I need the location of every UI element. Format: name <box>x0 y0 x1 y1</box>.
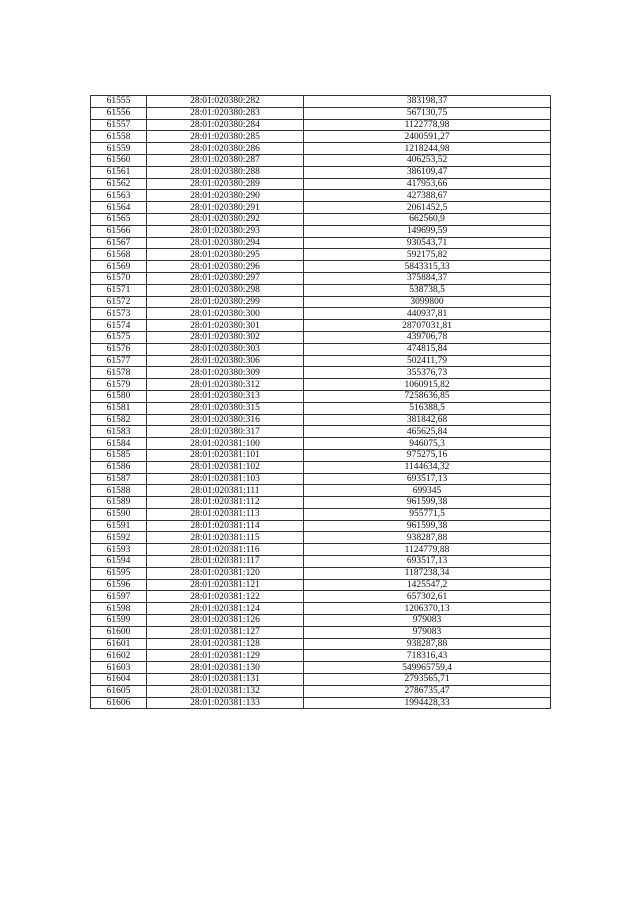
table-row <box>91 438 551 450</box>
cadastral-number-cell: 28:01:020380:282 <box>147 96 304 108</box>
cadastral-number-cell: 28:01:020381:127 <box>147 626 304 638</box>
table-row <box>91 320 551 332</box>
cadastral-value-cell: 1144634,32 <box>304 461 551 473</box>
cadastral-value-cell: 386109,47 <box>304 166 551 178</box>
table-row <box>91 485 551 497</box>
cadastral-number-cell: 28:01:020381:121 <box>147 579 304 591</box>
cadastral-number-cell: 28:01:020380:317 <box>147 426 304 438</box>
cadastral-number-cell: 28:01:020381:114 <box>147 520 304 532</box>
row-number-cell: 61589 <box>91 497 147 509</box>
cadastral-number-cell: 28:01:020381:131 <box>147 674 304 686</box>
cadastral-number-cell: 28:01:020380:291 <box>147 202 304 214</box>
table-row <box>91 461 551 473</box>
cadastral-number-cell: 28:01:020381:102 <box>147 461 304 473</box>
cadastral-value-cell: 474815,84 <box>304 343 551 355</box>
cadastral-value-cell: 417953,66 <box>304 178 551 190</box>
cadastral-number-cell: 28:01:020380:283 <box>147 107 304 119</box>
row-number-cell: 61600 <box>91 626 147 638</box>
cadastral-number-cell: 28:01:020381:122 <box>147 591 304 603</box>
cadastral-number-cell: 28:01:020381:130 <box>147 662 304 674</box>
table-row <box>91 497 551 509</box>
cadastral-number-cell: 28:01:020380:288 <box>147 166 304 178</box>
cadastral-number-cell: 28:01:020380:284 <box>147 119 304 131</box>
table-row <box>91 272 551 284</box>
row-number-cell: 61568 <box>91 249 147 261</box>
table-row <box>91 520 551 532</box>
table-row <box>91 343 551 355</box>
row-number-cell: 61569 <box>91 261 147 273</box>
row-number-cell: 61558 <box>91 131 147 143</box>
cadastral-value-cell: 383198,37 <box>304 96 551 108</box>
row-number-cell: 61567 <box>91 237 147 249</box>
row-number-cell: 61571 <box>91 284 147 296</box>
row-number-cell: 61562 <box>91 178 147 190</box>
cadastral-number-cell: 28:01:020380:302 <box>147 331 304 343</box>
table-row <box>91 96 551 108</box>
cadastral-number-cell: 28:01:020380:295 <box>147 249 304 261</box>
cadastral-value-cell: 961599,38 <box>304 520 551 532</box>
cadastral-number-cell: 28:01:020381:133 <box>147 697 304 709</box>
row-number-cell: 61555 <box>91 96 147 108</box>
cadastral-number-cell: 28:01:020380:293 <box>147 225 304 237</box>
cadastral-number-cell: 28:01:020380:287 <box>147 154 304 166</box>
cadastral-number-cell: 28:01:020380:315 <box>147 402 304 414</box>
cadastral-value-cell: 979083 <box>304 626 551 638</box>
row-number-cell: 61594 <box>91 556 147 568</box>
cadastral-value-cell: 975275,16 <box>304 449 551 461</box>
row-number-cell: 61559 <box>91 143 147 155</box>
cadastral-value-cell: 592175,82 <box>304 249 551 261</box>
table-row <box>91 414 551 426</box>
row-number-cell: 61601 <box>91 638 147 650</box>
cadastral-number-cell: 28:01:020380:306 <box>147 355 304 367</box>
table-row <box>91 626 551 638</box>
table-row <box>91 131 551 143</box>
cadastral-value-cell: 955771,5 <box>304 508 551 520</box>
cadastral-number-cell: 28:01:020380:285 <box>147 131 304 143</box>
cadastral-value-cell: 465625,84 <box>304 426 551 438</box>
cadastral-number-cell: 28:01:020380:309 <box>147 367 304 379</box>
cadastral-value-cell: 439706,78 <box>304 331 551 343</box>
cadastral-value-cell: 662560,9 <box>304 213 551 225</box>
cadastral-value-cell: 699345 <box>304 485 551 497</box>
table-row <box>91 107 551 119</box>
cadastral-value-cell: 28707031,81 <box>304 320 551 332</box>
cadastral-value-cell: 2786735,47 <box>304 685 551 697</box>
cadastral-value-cell: 427388,67 <box>304 190 551 202</box>
row-number-cell: 61603 <box>91 662 147 674</box>
row-number-cell: 61580 <box>91 390 147 402</box>
cadastral-value-cell: 149699,59 <box>304 225 551 237</box>
cadastral-number-cell: 28:01:020381:126 <box>147 615 304 627</box>
cadastral-number-cell: 28:01:020380:312 <box>147 379 304 391</box>
row-number-cell: 61595 <box>91 567 147 579</box>
cadastral-value-cell: 961599,38 <box>304 497 551 509</box>
row-number-cell: 61585 <box>91 449 147 461</box>
row-number-cell: 61564 <box>91 202 147 214</box>
cadastral-value-table <box>90 95 551 709</box>
row-number-cell: 61572 <box>91 296 147 308</box>
row-number-cell: 61584 <box>91 438 147 450</box>
cadastral-value-cell: 567130,75 <box>304 107 551 119</box>
row-number-cell: 61598 <box>91 603 147 615</box>
table-row <box>91 166 551 178</box>
row-number-cell: 61591 <box>91 520 147 532</box>
cadastral-value-cell: 440937,81 <box>304 308 551 320</box>
table-row <box>91 674 551 686</box>
row-number-cell: 61586 <box>91 461 147 473</box>
table-row <box>91 603 551 615</box>
cadastral-number-cell: 28:01:020380:303 <box>147 343 304 355</box>
cadastral-number-cell: 28:01:020380:297 <box>147 272 304 284</box>
row-number-cell: 61581 <box>91 402 147 414</box>
cadastral-value-cell: 549965759,4 <box>304 662 551 674</box>
cadastral-number-cell: 28:01:020380:292 <box>147 213 304 225</box>
cadastral-value-cell: 1994428,33 <box>304 697 551 709</box>
table-row <box>91 249 551 261</box>
table-row <box>91 591 551 603</box>
table-row <box>91 261 551 273</box>
cadastral-value-cell: 693517,13 <box>304 473 551 485</box>
cadastral-value-cell: 979083 <box>304 615 551 627</box>
cadastral-number-cell: 28:01:020380:316 <box>147 414 304 426</box>
table-row <box>91 579 551 591</box>
cadastral-number-cell: 28:01:020380:300 <box>147 308 304 320</box>
row-number-cell: 61582 <box>91 414 147 426</box>
row-number-cell: 61565 <box>91 213 147 225</box>
table-row <box>91 473 551 485</box>
cadastral-number-cell: 28:01:020381:132 <box>147 685 304 697</box>
table-row <box>91 331 551 343</box>
table-row <box>91 213 551 225</box>
row-number-cell: 61597 <box>91 591 147 603</box>
cadastral-value-cell: 355376,73 <box>304 367 551 379</box>
table-row <box>91 544 551 556</box>
table-row <box>91 508 551 520</box>
table-row <box>91 615 551 627</box>
table-row <box>91 119 551 131</box>
cadastral-value-cell: 1206370,13 <box>304 603 551 615</box>
row-number-cell: 61588 <box>91 485 147 497</box>
table-row <box>91 556 551 568</box>
row-number-cell: 61570 <box>91 272 147 284</box>
row-number-cell: 61563 <box>91 190 147 202</box>
cadastral-value-cell: 516388,5 <box>304 402 551 414</box>
cadastral-number-cell: 28:01:020381:116 <box>147 544 304 556</box>
cadastral-value-cell: 375884,37 <box>304 272 551 284</box>
cadastral-value-cell: 2793565,71 <box>304 674 551 686</box>
cadastral-value-cell: 938287,88 <box>304 532 551 544</box>
cadastral-number-cell: 28:01:020381:113 <box>147 508 304 520</box>
table-row <box>91 355 551 367</box>
cadastral-value-cell: 693517,13 <box>304 556 551 568</box>
table-row <box>91 638 551 650</box>
row-number-cell: 61557 <box>91 119 147 131</box>
cadastral-value-cell: 538738,5 <box>304 284 551 296</box>
cadastral-number-cell: 28:01:020380:313 <box>147 390 304 402</box>
row-number-cell: 61596 <box>91 579 147 591</box>
cadastral-value-cell: 1218244,98 <box>304 143 551 155</box>
row-number-cell: 61606 <box>91 697 147 709</box>
cadastral-value-cell: 2400591,27 <box>304 131 551 143</box>
cadastral-value-cell: 2061452,5 <box>304 202 551 214</box>
table-row <box>91 567 551 579</box>
cadastral-value-cell: 1187238,34 <box>304 567 551 579</box>
cadastral-number-cell: 28:01:020380:290 <box>147 190 304 202</box>
table-row <box>91 449 551 461</box>
cadastral-number-cell: 28:01:020380:299 <box>147 296 304 308</box>
table-row <box>91 367 551 379</box>
row-number-cell: 61578 <box>91 367 147 379</box>
cadastral-value-cell: 1122778,98 <box>304 119 551 131</box>
cadastral-value-cell: 1425547,2 <box>304 579 551 591</box>
table-row <box>91 532 551 544</box>
table-row <box>91 662 551 674</box>
cadastral-number-cell: 28:01:020380:286 <box>147 143 304 155</box>
row-number-cell: 61566 <box>91 225 147 237</box>
row-number-cell: 61602 <box>91 650 147 662</box>
cadastral-value-cell: 3099800 <box>304 296 551 308</box>
cadastral-value-cell: 938287,88 <box>304 638 551 650</box>
row-number-cell: 61575 <box>91 331 147 343</box>
cadastral-number-cell: 28:01:020381:129 <box>147 650 304 662</box>
table-row <box>91 296 551 308</box>
table-row <box>91 143 551 155</box>
table-row <box>91 390 551 402</box>
table-row <box>91 650 551 662</box>
cadastral-value-cell: 946075,3 <box>304 438 551 450</box>
cadastral-number-cell: 28:01:020381:112 <box>147 497 304 509</box>
cadastral-number-cell: 28:01:020381:117 <box>147 556 304 568</box>
table-row <box>91 237 551 249</box>
row-number-cell: 61561 <box>91 166 147 178</box>
cadastral-value-cell: 718316,43 <box>304 650 551 662</box>
cadastral-number-cell: 28:01:020381:128 <box>147 638 304 650</box>
cadastral-number-cell: 28:01:020380:289 <box>147 178 304 190</box>
row-number-cell: 61574 <box>91 320 147 332</box>
cadastral-number-cell: 28:01:020381:115 <box>147 532 304 544</box>
cadastral-value-cell: 7258636,85 <box>304 390 551 402</box>
cadastral-value-cell: 1124779,88 <box>304 544 551 556</box>
cadastral-value-cell: 930543,71 <box>304 237 551 249</box>
table-row <box>91 202 551 214</box>
cadastral-number-cell: 28:01:020381:120 <box>147 567 304 579</box>
table-row <box>91 284 551 296</box>
row-number-cell: 61590 <box>91 508 147 520</box>
row-number-cell: 61583 <box>91 426 147 438</box>
table-row <box>91 190 551 202</box>
cadastral-number-cell: 28:01:020380:301 <box>147 320 304 332</box>
row-number-cell: 61592 <box>91 532 147 544</box>
table-row <box>91 154 551 166</box>
cadastral-value-cell: 381842,68 <box>304 414 551 426</box>
cadastral-value-cell: 502411,79 <box>304 355 551 367</box>
cadastral-number-cell: 28:01:020381:103 <box>147 473 304 485</box>
row-number-cell: 61573 <box>91 308 147 320</box>
table-row <box>91 379 551 391</box>
row-number-cell: 61579 <box>91 379 147 391</box>
cadastral-value-cell: 406253,52 <box>304 154 551 166</box>
row-number-cell: 61577 <box>91 355 147 367</box>
row-number-cell: 61605 <box>91 685 147 697</box>
table-row <box>91 685 551 697</box>
row-number-cell: 61587 <box>91 473 147 485</box>
cadastral-number-cell: 28:01:020381:124 <box>147 603 304 615</box>
table-body <box>91 96 551 709</box>
row-number-cell: 61599 <box>91 615 147 627</box>
row-number-cell: 61593 <box>91 544 147 556</box>
table-row <box>91 178 551 190</box>
cadastral-value-cell: 657302,61 <box>304 591 551 603</box>
cadastral-number-cell: 28:01:020381:111 <box>147 485 304 497</box>
cadastral-number-cell: 28:01:020380:296 <box>147 261 304 273</box>
row-number-cell: 61604 <box>91 674 147 686</box>
row-number-cell: 61556 <box>91 107 147 119</box>
cadastral-number-cell: 28:01:020381:100 <box>147 438 304 450</box>
table-row <box>91 402 551 414</box>
table-row <box>91 308 551 320</box>
row-number-cell: 61576 <box>91 343 147 355</box>
table-row <box>91 225 551 237</box>
cadastral-number-cell: 28:01:020381:101 <box>147 449 304 461</box>
row-number-cell: 61560 <box>91 154 147 166</box>
cadastral-value-cell: 1060915,82 <box>304 379 551 391</box>
table-row <box>91 426 551 438</box>
cadastral-number-cell: 28:01:020380:294 <box>147 237 304 249</box>
cadastral-value-cell: 5843315,33 <box>304 261 551 273</box>
cadastral-number-cell: 28:01:020380:298 <box>147 284 304 296</box>
table-row <box>91 697 551 709</box>
